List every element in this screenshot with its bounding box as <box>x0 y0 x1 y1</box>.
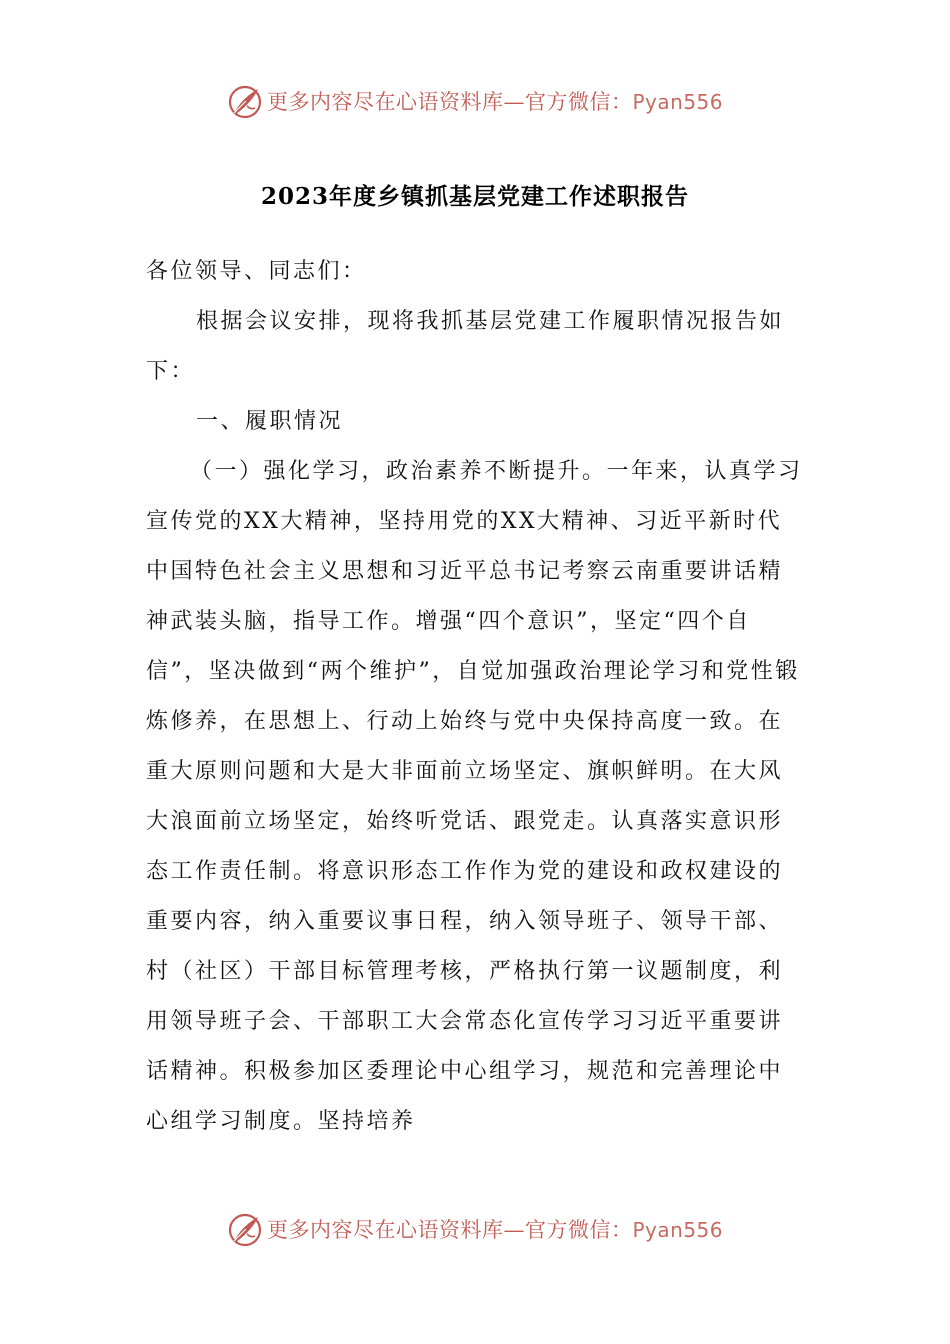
body-paragraph: （一）强化学习，政治素养不断提升。一年来，认真学习宣传党的XX大精神，坚持用党的XX大精神、习近平新时代中国特色社会主义思想和习近平总书记考察云南重要讲话精神武装头脑，指导工作。增强“四个意识”，坚定“四个自信”，坚决做到“两个维护”，自觉加强政治理论学习和党性锻炼修养，在思想上、行动上始终与党中央保持高度一致。在重大原则问题和大是大非面前立场坚定、旗帜鲜明。在大风大浪面前立场坚定，始终听党话、跟党走。认真落实意识形态工作责任制。将意识形态工作作为党的建设和政权建设的重要内容，纳入重要议事日程，纳入领导班子、领导干部、村（社区）干部目标管理考核，严格执行第一议题制度，利用领导班子会、干部职工大会常态化宣传学习习近平重要讲话精神。积极参加区委理论中心组学习，规范和完善理论中心组学习制度。坚持培养 <box>146 459 803 1134</box>
section-heading: 一、履职情况 <box>196 409 344 434</box>
watermark-text: 更多内容尽在心语资料库—官方微信：Pyan556 <box>266 90 723 114</box>
footer-watermark <box>0 1210 950 1250</box>
salutation: 各位领导、同志们： <box>146 259 367 284</box>
header-watermark <box>0 82 950 122</box>
intro-paragraph: 根据会议安排，现将我抓基层党建工作履职情况报告如下： <box>146 309 785 384</box>
quill-logo-icon <box>227 1212 263 1248</box>
watermark-wechat-id: Pyan556 <box>632 1218 723 1242</box>
watermark-text: 更多内容尽在心语资料库—官方微信：Pyan556 <box>266 1218 723 1242</box>
document-body <box>146 247 806 1147</box>
quill-logo-icon <box>227 84 263 120</box>
document-title: 2023年度乡镇抓基层党建工作述职报告 <box>260 183 689 210</box>
watermark-wechat-id: Pyan556 <box>632 90 723 114</box>
